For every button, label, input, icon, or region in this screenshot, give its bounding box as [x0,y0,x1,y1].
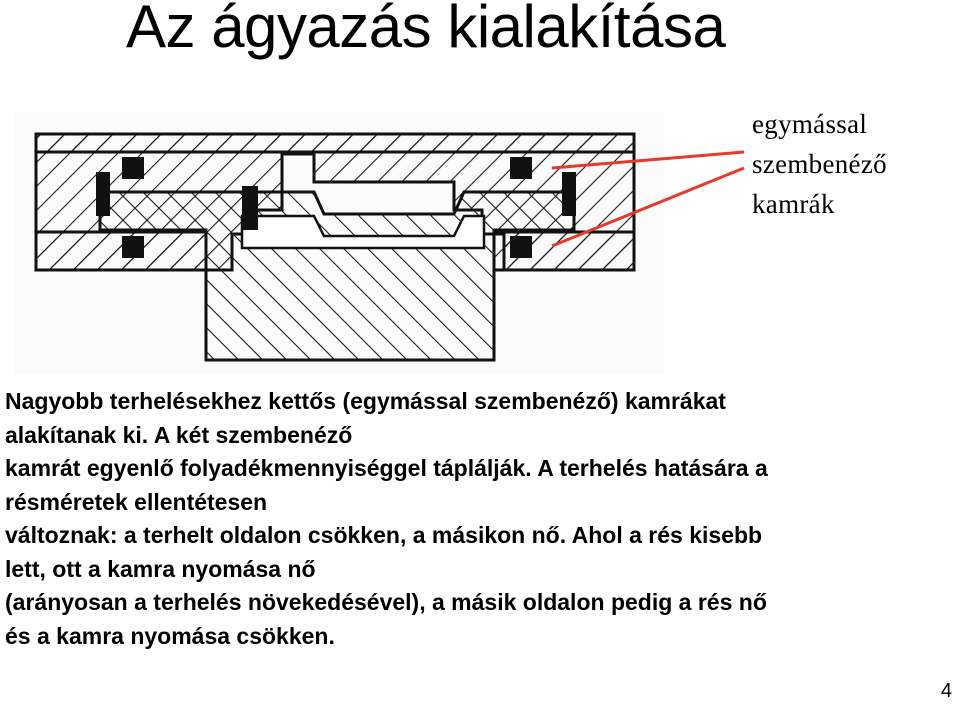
chamber-bottom-right [510,236,532,258]
body-line: alakítanak ki. A két szembenéző [5,421,353,448]
body-line: lett, ott a kamra nyomása nő [5,555,316,582]
chamber-right-side [562,172,576,216]
body-line: kamrát egyenlő folyadékmennyiséggel táplálják. A terhelés hatására a [5,455,768,481]
chamber-callout-label [752,104,887,224]
chamber-top-left [122,157,144,179]
body-line: (arányosan a terhelés növekedésével), a másik oldalon pedig a rés nő [5,589,767,615]
cover-plate [36,134,634,152]
callout-line: szembenéző [752,149,887,179]
body-paragraph [5,385,950,653]
callout-line: kamrák [752,189,835,219]
chamber-left-side [96,172,110,216]
slide-title: Az ágyazás kialakítása [126,0,726,60]
chamber-bottom-left [122,236,144,258]
chamber-top-right [510,157,532,179]
body-line: változnak: a terhelt oldalon csökken, a másikon nő. Ahol a rés kisebb [5,522,763,548]
body-line: és a kamra nyomása csökken. [5,622,335,649]
callout-line: egymással [752,109,868,139]
page-number: 4 [940,680,952,702]
chamber-center-left [242,186,258,230]
body-line: Nagyobb terhelésekhez kettős (egymással szembenéző) kamrákat [5,388,726,414]
lower-left-plate [36,232,206,270]
body-line: résméretek ellentétesen [5,488,268,515]
